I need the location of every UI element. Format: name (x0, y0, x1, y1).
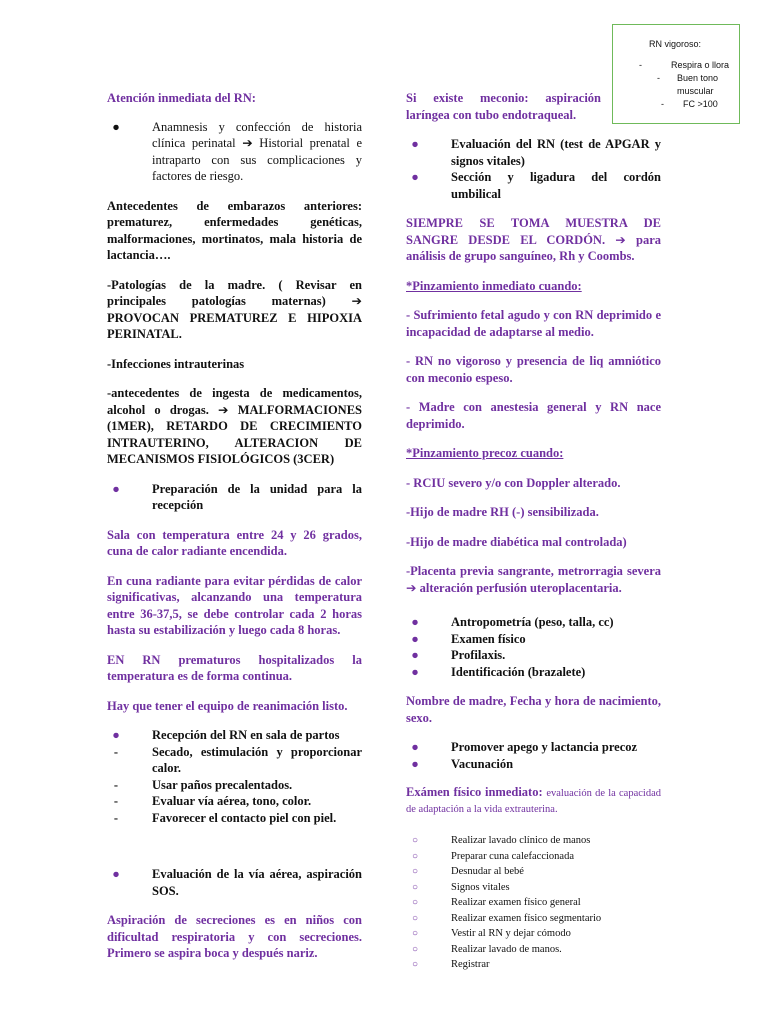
list-item: ○ Realizar examen físico segmentario (406, 911, 661, 927)
bullet-icon: ● (411, 740, 419, 754)
list-item: ● Recepción del RN en sala de partos (107, 727, 362, 744)
list-item: - Usar paños precalentados. (113, 777, 293, 792)
right-column (406, 90, 661, 986)
paragraph: -antecedentes de ingesta de medicamentos, alcohol o drogas. ➔ MALFORMACIONES (1MER), RETARDO DE CRECIMIENTO INTRAUTERINO, ALTERACION DE MECANISMOS FISIOLÓGICOS (3CER) (107, 386, 362, 466)
list-item: ○ Registrar (406, 957, 661, 973)
bullet-icon: ● (112, 119, 120, 134)
list-item: ● Promover apego y lactancia precoz (406, 739, 661, 756)
circle-bullet-icon: ○ (411, 850, 419, 862)
paragraph: - RN no vigoroso y presencia de liq amniótico con meconio espeso. (406, 354, 661, 385)
paragraph: Antecedentes de embarazos anteriores: prematurez, enfermedades genéticas, malformaciones, mortinatos, mala historia de lactancia…. (107, 198, 362, 262)
rn-vigoroso-title: RN vigoroso: (649, 39, 702, 49)
list-item: ● Vacunación (406, 756, 661, 773)
list-item: ● Antropometría (peso, talla, cc) (406, 614, 661, 631)
bullet-icon: ● (411, 137, 419, 151)
list-item: ○ Desnudar al bebé (406, 864, 661, 880)
list-item: ● Evaluación de la vía aérea, aspiración SOS. (107, 866, 362, 899)
paragraph: SIEMPRE SE TOMA MUESTRA DE SANGRE DESDE EL CORDÓN. ➔ para análisis de grupo sanguíneo, Rh y Coombs. (406, 216, 661, 263)
left-column (107, 90, 362, 975)
list-item: ○ Vestir al RN y dejar cómodo (406, 926, 661, 942)
list-item: - Secado, estimulación y proporcionar calor. (113, 744, 362, 775)
circle-bullet-icon: ○ (411, 943, 419, 955)
paragraph: Sala con temperatura entre 24 y 26 grados, cuna de calor radiante encendida. (107, 527, 362, 558)
section-heading: Atención inmediata del RN: (107, 91, 256, 105)
bullet-icon: ● (411, 631, 419, 646)
bullet-icon: ● (112, 728, 120, 742)
examen-fisico-list (406, 833, 661, 973)
paragraph: -Infecciones intrauterinas (107, 356, 245, 371)
rn-item: - Buen tono muscular (657, 73, 719, 96)
paragraph: -Placenta previa sangrante, metrorragia severa ➔ alteración perfusión uteroplacentaria. (406, 564, 661, 595)
paragraph: EN RN prematuros hospitalizados la temperatura es de forma continua. (107, 652, 362, 683)
list-item: ● Examen físico (406, 631, 661, 648)
examen-fisico-intro: Exámen físico inmediato: evaluación de la capacidad de adaptación a la vida extrauterina. (406, 785, 661, 815)
circle-bullet-icon: ○ (411, 897, 419, 908)
paragraph: Hay que tener el equipo de reanimación listo. (107, 698, 348, 713)
paragraph: Aspiración de secreciones es en niños con dificultad respiratoria y con secreciones. Primero se aspira boca y después nariz. (107, 913, 362, 960)
list-item: ○ Signos vitales (406, 880, 661, 896)
bullet-icon: ● (411, 664, 419, 679)
bullet-icon: ● (112, 481, 120, 496)
bullet-icon: ● (411, 170, 419, 184)
arrow-right-icon: ➔ (351, 293, 362, 308)
paragraph: - Madre con anestesia general y RN nace deprimido. (406, 400, 661, 431)
via-aerea-list (107, 866, 362, 899)
bullet-icon: ● (112, 867, 120, 881)
arrow-right-icon: ➔ (242, 135, 253, 150)
apego-list (406, 739, 661, 772)
paragraph: -Hijo de madre RH (-) sensibilizada. (406, 505, 599, 519)
list-item: ● Identificación (brazalete) (406, 664, 661, 681)
circle-bullet-icon: ○ (411, 928, 419, 939)
subheading: *Pinzamiento inmediato cuando: (406, 278, 582, 293)
list-item: ○ Preparar cuna calefaccionada (406, 849, 661, 865)
paragraph: - RCIU severo y/o con Doppler alterado. (406, 475, 621, 490)
paragraph: Nombre de madre, Fecha y hora de nacimiento, sexo. (406, 694, 661, 725)
list-item: - Favorecer el contacto piel con piel. (113, 810, 337, 825)
list-item: ● Anamnesis y confección de historia clínica perinatal ➔ Historial prenatal e intraparto con sus complicaciones y factores de riesgo. (107, 119, 362, 185)
arrow-right-icon: ➔ (218, 401, 229, 417)
circle-bullet-icon: ○ (411, 959, 419, 970)
circle-bullet-icon: ○ (411, 866, 419, 877)
bullet-icon: ● (411, 648, 419, 662)
paragraph: - Sufrimiento fetal agudo y con RN deprimido e incapacidad de adaptarse al medio. (406, 308, 661, 339)
bullet-icon: ● (411, 615, 419, 629)
list-item: ○ Realizar lavado de manos. (406, 942, 661, 958)
arrow-right-icon: ➔ (615, 231, 626, 247)
list-item: ● Preparación de la unidad para la recepción (107, 481, 362, 514)
circle-bullet-icon: ○ (411, 835, 419, 846)
rn-item: - FC >100 (661, 99, 718, 109)
evaluacion-list (406, 136, 661, 202)
anamnesis-list (107, 119, 362, 185)
paragraph: En cuna radiante para evitar pérdidas de calor significativas, alcanzando una temperatura entre 36-37,5, se debe controlar cada 2 horas hasta su estabilización y luego cada 8 horas. (107, 573, 362, 637)
antropometria-list (406, 614, 661, 680)
subheading: *Pinzamiento precoz cuando: (406, 446, 564, 460)
list-item: ○ Realizar examen físico general (406, 895, 661, 911)
paragraph: -Hijo de madre diabética mal controlada) (406, 534, 627, 549)
rn-item: - Respira o llora (639, 60, 730, 70)
list-item: ● Profilaxis. (406, 647, 661, 664)
list-item: ○ Realizar lavado clínico de manos (406, 833, 661, 849)
list-item: ● Sección y ligadura del cordón umbilical (406, 169, 661, 202)
circle-bullet-icon: ○ (411, 912, 419, 924)
paragraph: -Patologías de la madre. ( Revisar en principales patologías maternas) ➔ PROVOCAN PREMATUREZ E HIPOXIA PERINATAL. (107, 277, 362, 341)
list-item: ● Evaluación del RN (test de APGAR y signos vitales) (406, 136, 661, 169)
recepcion-list (107, 727, 362, 826)
paragraph: Si existe meconio: aspiración laríngea con tubo endotraqueal. (406, 91, 601, 122)
arrow-right-icon: ➔ (406, 579, 417, 595)
preparacion-list (107, 481, 362, 514)
bullet-icon: ● (411, 756, 419, 771)
circle-bullet-icon: ○ (411, 881, 419, 893)
list-item: - Evaluar vía aérea, tono, color. (113, 794, 312, 808)
